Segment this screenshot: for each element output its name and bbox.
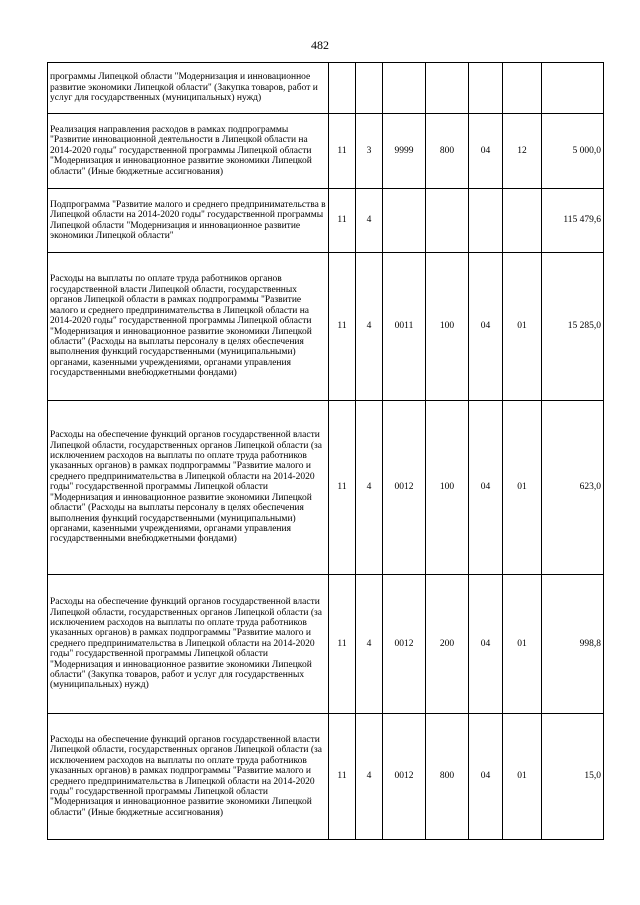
row-code-2: 3	[356, 114, 383, 189]
row-code-5	[469, 189, 503, 253]
row-code-4	[426, 189, 469, 253]
row-code-3	[383, 189, 426, 253]
row-code-1: 11	[329, 189, 356, 253]
row-description: Расходы на обеспечение функций органов государственной власти Липецкой области, государственных органов Липецкой области (за исключением расходов на выплаты по оплате труда работников указанных органов) в рамках подпрограммы "Развитие малого и среднего предпринимательства в Липецкой области на 2014-2020 годы" государственной программы Липецкой области "Модернизация и инновационное развитие экономики Липецкой области" (Закупка товаров, работ и услуг для государственных (муниципальных) нужд)	[48, 575, 329, 714]
row-code-3: 0012	[383, 575, 426, 714]
row-amount: 623,0	[542, 401, 604, 575]
row-code-3: 0012	[383, 714, 426, 840]
row-code-4: 800	[426, 114, 469, 189]
row-code-4	[426, 63, 469, 114]
row-code-6: 01	[503, 575, 542, 714]
row-description: Расходы на выплаты по оплате труда работников органов государственной власти Липецкой области, государственных органов Липецкой области в рамках подпрограммы "Развитие малого и среднего предпринимательства в Липецкой области на 2014-2020 годы" государственной программы Липецкой области "Модернизация и инновационное развитие экономики Липецкой области" (Расходы на выплаты персоналу в целях обеспечения выполнения функций государственными (муниципальными) органами, казенными учреждениями, органами управления государственными внебюджетными фондами)	[48, 253, 329, 401]
row-amount: 115 479,6	[542, 189, 604, 253]
row-code-4: 800	[426, 714, 469, 840]
row-code-6	[503, 63, 542, 114]
table-row	[48, 253, 604, 401]
row-code-2: 4	[356, 253, 383, 401]
row-code-5: 04	[469, 401, 503, 575]
table-row	[48, 189, 604, 253]
row-code-2: 4	[356, 714, 383, 840]
row-description: Подпрограмма "Развитие малого и среднего предпринимательства в Липецкой области на 2014-2020 годы" государственной программы Липецкой области "Модернизация и инновационное развитие экономики Липецкой области"	[48, 189, 329, 253]
table-row	[48, 575, 604, 714]
row-amount: 998,8	[542, 575, 604, 714]
row-code-3: 9999	[383, 114, 426, 189]
budget-table	[47, 62, 604, 840]
row-description: программы Липецкой области "Модернизация и инновационное развитие экономики Липецкой области" (Закупка товаров, работ и услуг для государственных (муниципальных) нужд)	[48, 63, 329, 114]
row-code-2: 4	[356, 401, 383, 575]
row-amount: 15 285,0	[542, 253, 604, 401]
row-code-6: 01	[503, 401, 542, 575]
row-code-5: 04	[469, 114, 503, 189]
row-code-3	[383, 63, 426, 114]
row-code-1: 11	[329, 575, 356, 714]
row-amount	[542, 63, 604, 114]
row-code-6: 01	[503, 714, 542, 840]
row-code-5	[469, 63, 503, 114]
row-description: Реализация направления расходов в рамках подпрограммы "Развитие инновационной деятельности в Липецкой области на 2014-2020 годы" государственной программы Липецкой области "Модернизация и инновационное развитие экономики Липецкой области" (Иные бюджетные ассигнования)	[48, 114, 329, 189]
row-code-3: 0011	[383, 253, 426, 401]
row-amount: 5 000,0	[542, 114, 604, 189]
row-description: Расходы на обеспечение функций органов государственной власти Липецкой области, государственных органов Липецкой области (за исключением расходов на выплаты по оплате труда работников указанных органов) в рамках подпрограммы "Развитие малого и среднего предпринимательства в Липецкой области на 2014-2020 годы" государственной программы Липецкой области "Модернизация и инновационное развитие экономики Липецкой области" (Иные бюджетные ассигнования)	[48, 714, 329, 840]
row-code-5: 04	[469, 714, 503, 840]
row-code-5: 04	[469, 575, 503, 714]
page-number: 482	[311, 38, 329, 52]
row-code-4: 100	[426, 253, 469, 401]
table-row	[48, 114, 604, 189]
row-code-1: 11	[329, 401, 356, 575]
row-code-1: 11	[329, 714, 356, 840]
row-code-4: 100	[426, 401, 469, 575]
row-code-2	[356, 63, 383, 114]
row-code-2: 4	[356, 189, 383, 253]
table-row	[48, 714, 604, 840]
row-code-2: 4	[356, 575, 383, 714]
row-amount: 15,0	[542, 714, 604, 840]
row-description: Расходы на обеспечение функций органов государственной власти Липецкой области, государственных органов Липецкой области (за исключением расходов на выплаты по оплате труда работников указанных органов) в рамках подпрограммы "Развитие малого и среднего предпринимательства в Липецкой области на 2014-2020 годы" государственной программы Липецкой области "Модернизация и инновационное развитие экономики Липецкой области" (Расходы на выплаты персоналу в целях обеспечения выполнения функций государственными (муниципальными) органами, казенными учреждениями, органами управления государственными внебюджетными фондами)	[48, 401, 329, 575]
row-code-6: 12	[503, 114, 542, 189]
table-row	[48, 401, 604, 575]
table-row	[48, 63, 604, 114]
row-code-3: 0012	[383, 401, 426, 575]
row-code-1: 11	[329, 114, 356, 189]
row-code-1	[329, 63, 356, 114]
row-code-4: 200	[426, 575, 469, 714]
row-code-5: 04	[469, 253, 503, 401]
row-code-6	[503, 189, 542, 253]
row-code-6: 01	[503, 253, 542, 401]
row-code-1: 11	[329, 253, 356, 401]
